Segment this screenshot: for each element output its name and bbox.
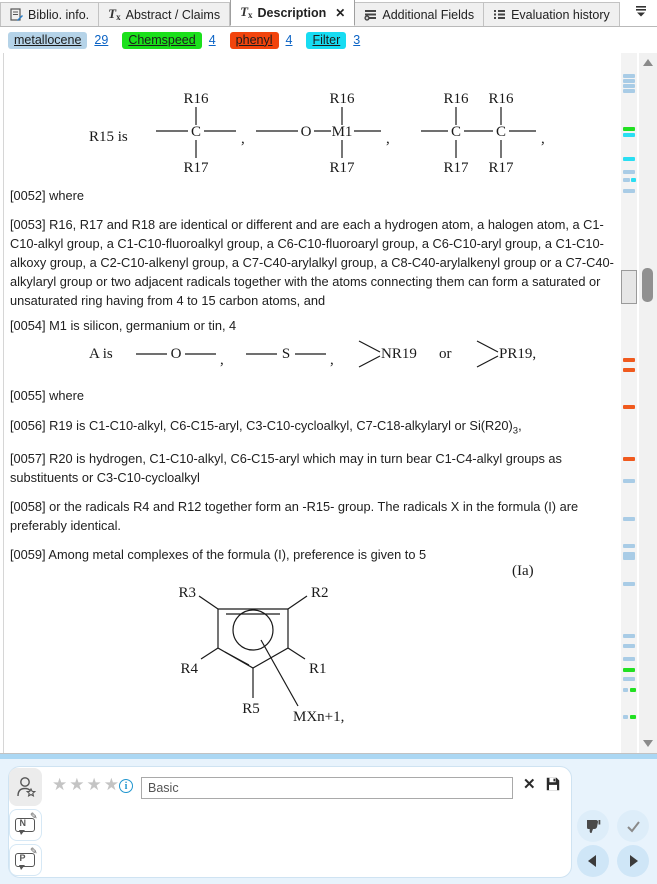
- tab-label: Additional Fields: [382, 7, 475, 22]
- svg-text:R17: R17: [443, 160, 469, 176]
- arrow-right-icon: [625, 853, 641, 869]
- thumbs-down-button[interactable]: [577, 810, 609, 842]
- scroll-marker[interactable]: [623, 644, 635, 648]
- svg-text:,: ,: [541, 131, 545, 147]
- svg-text:R16: R16: [443, 91, 469, 107]
- tab-label: Biblio. info.: [28, 7, 90, 22]
- tab-evaluation-history[interactable]: [484, 2, 620, 26]
- svg-text:R17: R17: [329, 160, 355, 176]
- scrollbar-thumb[interactable]: [642, 268, 653, 302]
- svg-text:M1: M1: [331, 124, 353, 140]
- vertical-scrollbar[interactable]: [639, 53, 657, 753]
- svg-text:,: ,: [386, 131, 390, 147]
- scroll-marker[interactable]: [623, 127, 635, 131]
- scroll-marker[interactable]: [623, 457, 635, 461]
- evaluation-panel: [0, 753, 657, 884]
- scroll-marker[interactable]: [623, 552, 635, 560]
- paragraph-0052: [0052] where: [10, 188, 84, 203]
- tab-abstract-claims[interactable]: [99, 2, 230, 26]
- arrow-left-icon: [585, 853, 601, 869]
- tab-overflow-icon[interactable]: [635, 4, 647, 22]
- tab-additional-fields[interactable]: [355, 2, 484, 26]
- svg-text:S: S: [281, 346, 291, 362]
- tab-label: Description: [257, 5, 327, 20]
- formula-r15-image: [9, 85, 609, 185]
- scroll-marker[interactable]: [623, 544, 635, 548]
- scroll-marker[interactable]: [623, 668, 635, 672]
- text-section-icon: Tx: [240, 4, 253, 20]
- svg-text:MXn+1,: MXn+1,: [293, 709, 345, 725]
- paragraph-0059: [0059] Among metal complexes of the formula (I), preference is given to 5: [10, 547, 427, 562]
- add-fields-icon: [364, 8, 377, 21]
- save-icon[interactable]: [545, 776, 561, 797]
- formula-ia-label: (Ia): [512, 563, 534, 579]
- svg-text:O: O: [170, 346, 182, 362]
- text-section-icon: Tx: [108, 6, 121, 22]
- svg-text:R16: R16: [329, 91, 355, 107]
- scroll-marker[interactable]: [623, 479, 635, 483]
- paragraph-0054: [0054] M1 is silicon, germanium or tin, 4: [10, 318, 237, 333]
- next-button[interactable]: [617, 845, 649, 877]
- scroll-marker[interactable]: [623, 89, 635, 93]
- scroll-up-icon[interactable]: [643, 59, 653, 66]
- svg-text:R15 is: R15 is: [89, 129, 128, 145]
- scroll-marker[interactable]: [623, 170, 635, 174]
- person-star-icon: [15, 775, 37, 799]
- svg-text:PR19,: PR19,: [499, 346, 537, 362]
- scroll-marker[interactable]: [623, 79, 635, 83]
- paragraph-0056: [0056] R19 is C1-C10-alkyl, C6-C15-aryl, C3-C10-cycloalkyl, C7-C18-alkylaryl or $Si(R20)_3$,: [10, 418, 522, 437]
- tab-biblio-info[interactable]: [0, 2, 99, 26]
- paragraph-0053: [0053] R16, R17 and R18 are identical or different and are each a hydrogen atom, a halogen atom, a C1-C10-alkyl group, a C1-C10-fluoroalkyl group, a C6-C10-fluoroaryl group, a C6-C10-aryl group, a C1-C10-alkoxy group, a C2-C10-alkenyl group, a C7-C40-arylalkyl group, a C8-C40-arylalkenyl group or a C7-C40-alkylaryl group or two adjacent radicals together with the atoms connecting them can form a saturated or unsaturated ring having from 4 to 15 carbon atoms, and: [10, 217, 614, 308]
- svg-text:C: C: [190, 124, 202, 140]
- negative-note-button[interactable]: [9, 809, 42, 841]
- check-icon: [623, 816, 643, 836]
- thumbs-down-icon: [584, 817, 602, 835]
- svg-text:,: ,: [241, 131, 245, 147]
- svg-text:C: C: [450, 124, 462, 140]
- formula-a-image: [9, 335, 609, 380]
- list-icon: [493, 8, 506, 21]
- positive-note-button[interactable]: [9, 844, 42, 876]
- scroll-marker[interactable]: [623, 358, 635, 362]
- tab-bar: [0, 0, 657, 27]
- chip-count-link[interactable]: 4: [208, 33, 216, 47]
- chip-count-link[interactable]: 4: [285, 33, 293, 47]
- svg-text:R17: R17: [488, 160, 514, 176]
- info-icon[interactable]: i: [119, 779, 133, 793]
- scroll-marker[interactable]: [623, 368, 635, 372]
- marker-strip[interactable]: [621, 53, 637, 753]
- paragraph-0055: [0055] where: [10, 388, 84, 403]
- star-rating[interactable]: ★★★★: [52, 775, 121, 794]
- svg-text:C: C: [495, 124, 507, 140]
- highlight-chip-filter[interactable]: Filter: [306, 32, 346, 49]
- scroll-marker[interactable]: [631, 178, 636, 182]
- scroll-marker[interactable]: [623, 677, 635, 681]
- svg-text:NR19: NR19: [381, 346, 417, 362]
- tab-label: Evaluation history: [511, 7, 610, 22]
- scroll-marker[interactable]: [623, 157, 635, 161]
- chip-count-link[interactable]: 3: [353, 33, 361, 47]
- approve-button[interactable]: [617, 810, 649, 842]
- viewport-indicator[interactable]: [621, 270, 637, 304]
- svg-text:O: O: [300, 124, 312, 140]
- svg-text:R3: R3: [178, 585, 196, 601]
- scroll-marker[interactable]: [623, 688, 628, 692]
- paragraph-0058: [0058] or the radicals R4 and R12 together form an -R15- group. The radicals X in the formula (I) are preferably identical.: [10, 499, 579, 533]
- scroll-marker[interactable]: [623, 189, 635, 193]
- svg-text:,: ,: [220, 352, 224, 368]
- scroll-marker[interactable]: [623, 74, 635, 78]
- svg-text:R2: R2: [311, 585, 329, 601]
- svg-text:R5: R5: [242, 701, 260, 717]
- note-p-icon: P ✎: [15, 850, 37, 870]
- panel-top-strip: [0, 754, 657, 759]
- svg-text:R17: R17: [183, 160, 209, 176]
- scroll-marker[interactable]: [630, 715, 636, 719]
- scroll-marker[interactable]: [623, 715, 628, 719]
- scroll-down-icon[interactable]: [643, 740, 653, 747]
- scroll-marker[interactable]: [623, 405, 635, 409]
- svg-text:R1: R1: [309, 661, 327, 677]
- highlight-chip-bar: [0, 27, 657, 53]
- rating-name-input[interactable]: [141, 777, 513, 799]
- document-icon: [10, 8, 23, 21]
- scroll-marker[interactable]: [623, 178, 630, 182]
- close-tab-icon[interactable]: ✕: [335, 5, 346, 20]
- highlight-chip-phenyl[interactable]: phenyl: [230, 32, 279, 49]
- scroll-marker[interactable]: [623, 582, 635, 586]
- highlight-chip-chemspeed[interactable]: Chemspeed: [122, 32, 201, 49]
- paragraph-0057: [0057] R20 is hydrogen, C1-C10-alkyl, C6-C15-aryl which may in turn bear C1-C4-alkyl groups as substituents or C3-C10-cycloalkyl: [10, 451, 562, 485]
- svg-text:,: ,: [330, 352, 334, 368]
- svg-text:A is: A is: [89, 346, 113, 362]
- svg-text:or: or: [439, 346, 452, 362]
- previous-button[interactable]: [577, 845, 609, 877]
- scroll-marker[interactable]: [630, 688, 636, 692]
- scroll-marker[interactable]: [623, 634, 635, 638]
- svg-text:R16: R16: [488, 91, 514, 107]
- svg-text:R4: R4: [180, 661, 198, 677]
- svg-text:R16: R16: [183, 91, 209, 107]
- scroll-marker[interactable]: [623, 657, 635, 661]
- tab-description[interactable]: [230, 0, 355, 26]
- note-n-icon: N ✎: [15, 815, 37, 835]
- chip-count-link[interactable]: 29: [94, 33, 109, 47]
- description-text-pane[interactable]: [3, 53, 657, 753]
- rate-document-button[interactable]: [9, 768, 42, 806]
- scroll-marker[interactable]: [623, 133, 635, 137]
- clear-icon[interactable]: ✕: [523, 776, 536, 793]
- tab-label: Abstract / Claims: [125, 7, 221, 22]
- scroll-marker[interactable]: [623, 84, 635, 88]
- highlight-chip-metallocene[interactable]: metallocene: [8, 32, 87, 49]
- structure-ia-image: [151, 560, 431, 735]
- scroll-marker[interactable]: [623, 517, 635, 521]
